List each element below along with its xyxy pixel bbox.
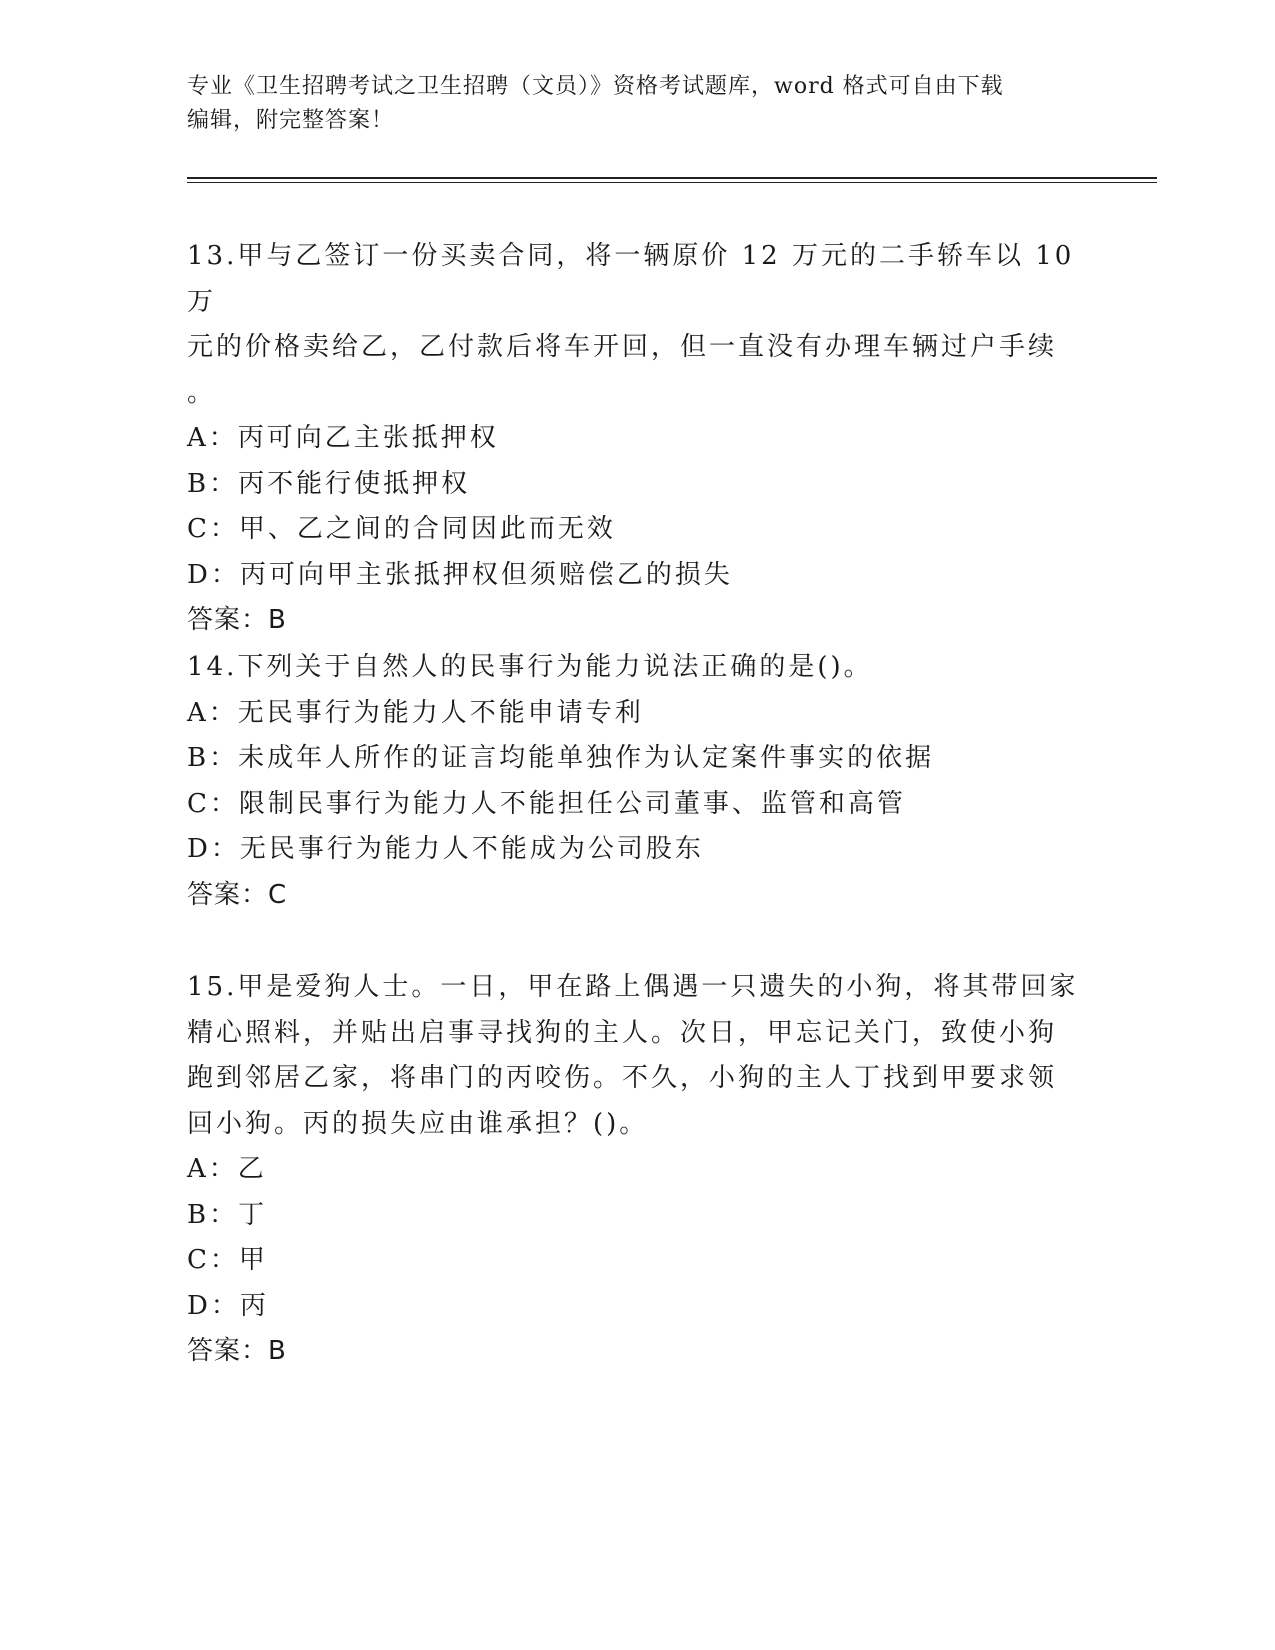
header-line-2: 编辑，附完整答案！ bbox=[187, 108, 395, 133]
option-text: 丙可向甲主张抵押权但须赔偿乙的损失 bbox=[239, 559, 733, 590]
question-stem-line: 15.甲是爱狗人士。一日，甲在路上偶遇一只遗失的小狗，将其带回家 bbox=[187, 972, 1079, 1002]
option-a bbox=[187, 691, 1087, 737]
option-text: 甲、乙之间的合同因此而无效 bbox=[238, 514, 616, 544]
option-b bbox=[187, 462, 1087, 508]
option-label: C： bbox=[187, 1245, 239, 1275]
option-d bbox=[187, 553, 1087, 599]
option-text: 丙可向乙主张抵押权 bbox=[237, 423, 499, 453]
option-text: 限制民事行为能力人不能担任公司董事、监管和高管 bbox=[238, 788, 906, 819]
option-text: 丁 bbox=[238, 1199, 268, 1230]
answer-line: 答案：B bbox=[187, 1336, 287, 1366]
option-b bbox=[187, 1193, 1087, 1239]
option-d bbox=[187, 827, 1087, 873]
option-text: 无民事行为能力人不能成为公司股东 bbox=[239, 834, 704, 864]
question-stem-line: 跑到邻居乙家，将串门的丙咬伤。不久，小狗的主人丁找到甲要求领 bbox=[187, 1063, 1058, 1093]
option-label: D： bbox=[187, 559, 240, 590]
option-c bbox=[187, 782, 1087, 828]
option-d bbox=[187, 1284, 1087, 1330]
option-c bbox=[187, 1238, 1087, 1284]
question-stem-line: 13.甲与乙签订一份买卖合同，将一辆原价 12 万元的二手轿车以 10 万 bbox=[187, 241, 1075, 317]
question-13 bbox=[187, 234, 1087, 644]
option-label: B： bbox=[187, 468, 239, 499]
question-stem-line: 。 bbox=[187, 377, 217, 408]
question-15 bbox=[187, 965, 1087, 1375]
question-stem-line: 元的价格卖给乙，乙付款后将车开回，但一直没有办理车辆过户手续 bbox=[187, 332, 1058, 362]
option-label: A： bbox=[187, 1154, 238, 1184]
option-text: 丙不能行使抵押权 bbox=[238, 468, 471, 499]
option-b bbox=[187, 736, 1087, 782]
option-text: 无民事行为能力人不能申请专利 bbox=[237, 697, 644, 728]
answer-line: 答案：B bbox=[187, 605, 287, 635]
option-text: 丙 bbox=[239, 1290, 269, 1321]
option-text: 未成年人所作的证言均能单独作为认定案件事实的依据 bbox=[238, 743, 935, 773]
option-label: A： bbox=[187, 423, 238, 453]
header-divider-thick bbox=[187, 177, 1157, 179]
option-label: C： bbox=[187, 514, 239, 544]
option-label: B： bbox=[187, 743, 239, 773]
option-label: B： bbox=[187, 1199, 239, 1230]
option-text: 乙 bbox=[237, 1154, 267, 1184]
option-label: D： bbox=[187, 834, 240, 864]
option-text: 甲 bbox=[238, 1245, 268, 1275]
document-header bbox=[187, 70, 1087, 138]
question-14 bbox=[187, 645, 1087, 918]
option-a bbox=[187, 416, 1087, 462]
header-line-1: 专业《卫生招聘考试之卫生招聘（文员）》资格考试题库，word 格式可自由下载 bbox=[187, 74, 1004, 99]
header-divider-thin bbox=[187, 182, 1157, 183]
option-c bbox=[187, 507, 1087, 553]
question-stem-line: 精心照料，并贴出启事寻找狗的主人。次日，甲忘记关门，致使小狗 bbox=[187, 1017, 1058, 1048]
question-stem-line: 14.下列关于自然人的民事行为能力说法正确的是()。 bbox=[187, 652, 873, 682]
question-stem-line: 回小狗。丙的损失应由谁承担？()。 bbox=[187, 1108, 649, 1139]
option-label: A： bbox=[187, 697, 238, 728]
answer-line: 答案：C bbox=[187, 879, 288, 910]
option-label: C： bbox=[187, 788, 239, 819]
option-a bbox=[187, 1147, 1087, 1193]
option-label: D： bbox=[187, 1290, 240, 1321]
